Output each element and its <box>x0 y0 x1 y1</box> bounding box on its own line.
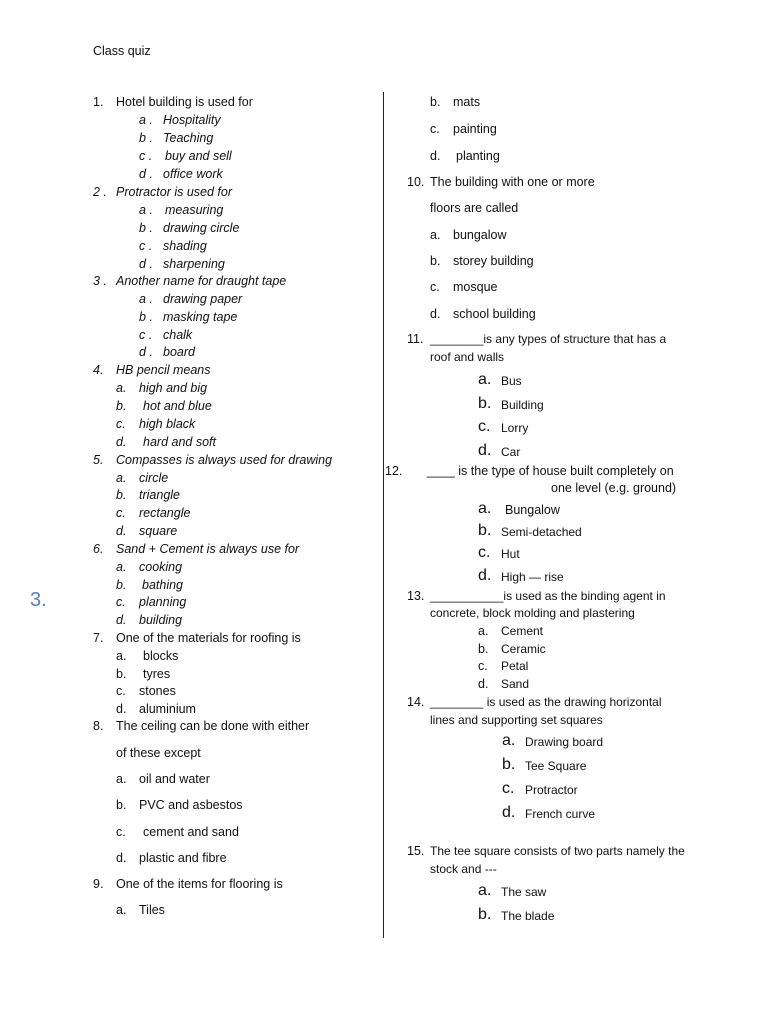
option-letter: c. <box>116 684 126 698</box>
question-number: 2 . <box>93 185 107 199</box>
option-letter: d. <box>478 442 492 459</box>
option-letter: a . <box>139 203 153 217</box>
option-letter: d. <box>116 851 127 865</box>
option-text: Cement <box>501 624 544 638</box>
question-text: ________is any types of structure that has a <box>430 332 667 346</box>
option-letter: d. <box>478 677 489 691</box>
option-letter: b. <box>116 578 127 592</box>
question-number: 6. <box>93 542 104 556</box>
margin-number: 3. <box>30 589 47 611</box>
option-text: Bungalow <box>505 503 560 517</box>
option-text: Petal <box>501 659 529 673</box>
option-letter: a. <box>430 228 441 242</box>
option-text: Semi-detached <box>501 525 582 539</box>
option-text: square <box>139 524 178 538</box>
option-text: French curve <box>525 807 596 821</box>
option-text: buy and sell <box>165 149 232 163</box>
question-number: 11. <box>407 332 424 346</box>
question-text: One of the materials for roofing is <box>116 631 301 645</box>
option-letter: c. <box>430 122 440 136</box>
option-letter: d. <box>116 435 127 449</box>
question-number: 3 . <box>93 274 107 288</box>
option-letter: d . <box>139 345 153 359</box>
option-text: cement and sand <box>143 825 239 839</box>
option-letter: d. <box>430 149 441 163</box>
question-text-cont: floors are called <box>430 201 519 215</box>
option-letter: c. <box>478 544 491 561</box>
option-text: Drawing board <box>525 735 604 749</box>
option-letter: c. <box>430 280 440 294</box>
option-text: building <box>139 613 183 627</box>
option-letter: b. <box>116 399 127 413</box>
question-text: Hotel building is used for <box>116 95 253 109</box>
option-letter: d. <box>116 524 127 538</box>
question-number: 14. <box>407 695 425 709</box>
option-text: The blade <box>501 909 555 923</box>
option-letter: a. <box>478 624 489 638</box>
option-text: Tiles <box>139 903 165 917</box>
option-letter: a. <box>116 381 127 395</box>
option-text: blocks <box>143 649 179 663</box>
question-text-cont: lines and supporting set squares <box>430 713 603 727</box>
option-letter: b. <box>430 95 441 109</box>
option-letter: a. <box>502 732 516 749</box>
option-letter: b . <box>139 131 153 145</box>
option-letter: b . <box>139 221 153 235</box>
option-letter: a. <box>478 500 492 517</box>
option-letter: b. <box>478 522 492 539</box>
option-letter: d. <box>430 307 441 321</box>
option-text: rectangle <box>139 506 191 520</box>
option-text: masking tape <box>163 310 238 324</box>
question-text-cont: stock and --- <box>430 862 497 876</box>
option-text: Ceramic <box>501 642 546 656</box>
question-text: Protractor is used for <box>116 185 233 199</box>
option-letter: d . <box>139 257 153 271</box>
option-letter: b. <box>478 395 492 412</box>
option-text: PVC and asbestos <box>139 798 243 812</box>
option-letter: b. <box>478 642 489 656</box>
question-text: The tee square consists of two parts namely the <box>430 844 685 858</box>
question-text: ________ is used as the drawing horizontal <box>430 695 662 709</box>
option-text: oil and water <box>139 772 210 786</box>
option-letter: a. <box>116 649 127 663</box>
option-text: Hospitality <box>163 113 221 127</box>
option-text: plastic and fibre <box>139 851 227 865</box>
option-letter: d. <box>502 804 516 821</box>
option-letter: a. <box>478 882 492 899</box>
option-text: office work <box>163 167 223 181</box>
option-letter: a. <box>116 772 127 786</box>
option-letter: b. <box>116 667 127 681</box>
option-letter: b. <box>116 488 127 502</box>
option-letter: a. <box>116 903 127 917</box>
question-text: HB pencil means <box>116 363 211 377</box>
question-number: 13. <box>407 589 425 603</box>
option-text: planting <box>456 149 500 163</box>
option-text: triangle <box>139 488 180 502</box>
option-text: storey building <box>453 254 534 268</box>
option-letter: d. <box>478 567 492 584</box>
option-text: circle <box>139 471 169 485</box>
question-number: 8. <box>93 719 104 733</box>
option-letter: a . <box>139 292 153 306</box>
option-text: Lorry <box>501 421 529 435</box>
question-text: ____ is the type of house built completely on <box>427 464 674 478</box>
option-text: Teaching <box>163 131 214 145</box>
option-text: tyres <box>143 667 171 681</box>
option-letter: c. <box>502 780 515 797</box>
option-letter: c. <box>116 417 126 431</box>
option-text: high and big <box>139 381 208 395</box>
option-text: school building <box>453 307 536 321</box>
question-text: Sand + Cement is always use for <box>116 542 300 556</box>
option-text: chalk <box>163 328 193 342</box>
option-text: hot and blue <box>143 399 212 413</box>
option-letter: c . <box>139 239 153 253</box>
option-text: cooking <box>139 560 183 574</box>
question-text: Another name for draught tape <box>116 274 287 288</box>
option-text: bathing <box>142 578 184 592</box>
option-text: measuring <box>165 203 224 217</box>
option-letter: d. <box>116 613 127 627</box>
option-text: high black <box>139 417 196 431</box>
question-text: The building with one or more <box>430 175 595 189</box>
option-text: planning <box>139 595 187 609</box>
option-text: aluminium <box>139 702 196 716</box>
option-text: Sand <box>501 677 530 691</box>
option-letter: c . <box>139 149 153 163</box>
column-divider <box>383 92 384 938</box>
page-header: Class quiz <box>93 44 151 58</box>
option-letter: c. <box>116 506 126 520</box>
option-text: mats <box>453 95 481 109</box>
option-text: The saw <box>501 885 547 899</box>
option-text: mosque <box>453 280 498 294</box>
option-text: High — rise <box>501 570 564 584</box>
question-number: 12. <box>385 464 403 478</box>
question-text-cont: of these except <box>116 746 201 760</box>
option-letter: b. <box>478 906 492 923</box>
option-text: stones <box>139 684 176 698</box>
option-letter: d . <box>139 167 153 181</box>
option-letter: b. <box>502 756 516 773</box>
option-letter: b. <box>116 798 127 812</box>
question-text: The ceiling can be done with either <box>116 719 310 733</box>
question-text-cont: concrete, block molding and plastering <box>430 606 635 620</box>
option-text: Protractor <box>525 783 578 797</box>
question-number: 5. <box>93 453 104 467</box>
option-text: Building <box>501 398 544 412</box>
option-letter: a. <box>116 560 127 574</box>
question-text: Compasses is always used for drawing <box>116 453 333 467</box>
option-text: shading <box>163 239 207 253</box>
option-letter: c. <box>116 825 126 839</box>
option-text: painting <box>453 122 497 136</box>
question-number: 10. <box>407 175 425 189</box>
question-text: ___________is used as the binding agent in <box>430 589 666 603</box>
option-letter: c . <box>139 328 153 342</box>
option-text: hard and soft <box>143 435 216 449</box>
question-number: 7. <box>93 631 104 645</box>
option-letter: a . <box>139 113 153 127</box>
question-text-cont: roof and walls <box>430 350 505 364</box>
option-text: sharpening <box>163 257 225 271</box>
option-text: drawing circle <box>163 221 240 235</box>
option-text: drawing paper <box>163 292 243 306</box>
question-number: 9. <box>93 877 104 891</box>
option-letter: b . <box>139 310 153 324</box>
option-letter: c. <box>478 659 488 673</box>
option-text: Hut <box>501 547 520 561</box>
question-number: 4. <box>93 363 104 377</box>
option-text: Car <box>501 445 521 459</box>
option-letter: a. <box>478 371 492 388</box>
option-letter: a. <box>116 471 127 485</box>
question-number: 15. <box>407 844 425 858</box>
option-letter: d. <box>116 702 127 716</box>
question-text-cont: one level (e.g. ground) <box>551 481 677 495</box>
option-text: Tee Square <box>525 759 587 773</box>
option-text: board <box>163 345 195 359</box>
option-letter: c. <box>478 418 491 435</box>
option-letter: c. <box>116 595 126 609</box>
question-number: 1. <box>93 95 104 109</box>
question-text: One of the items for flooring is <box>116 877 283 891</box>
option-text: bungalow <box>453 228 507 242</box>
option-letter: b. <box>430 254 441 268</box>
option-text: Bus <box>501 374 522 388</box>
